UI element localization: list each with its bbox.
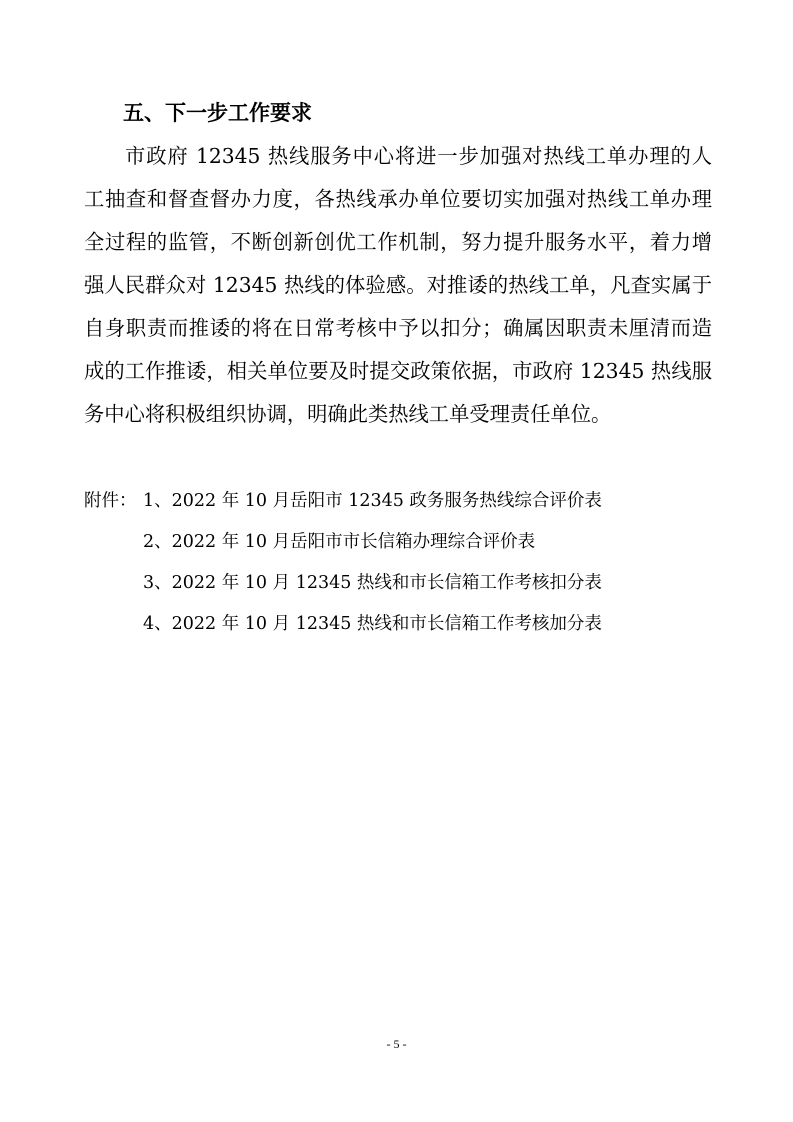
attachment-item: 3、2022 年 10 月 12345 热线和市长信箱工作考核扣分表 (143, 573, 602, 593)
paragraph-line: 成的工作推诿，相关单位要及时提交政策依据，市政府 12345 热线服 (84, 359, 712, 383)
page-number: - 5 - (386, 1037, 407, 1051)
attachment-item: 4、2022 年 10 月 12345 热线和市长信箱工作考核加分表 (143, 614, 602, 634)
paragraph-line: 全过程的监管，不断创新创优工作机制，努力提升服务水平，着力增 (84, 230, 712, 254)
section-heading: 五、下一步工作要求 (123, 101, 312, 125)
attachment-item: 2、2022 年 10 月岳阳市市长信箱办理综合评价表 (143, 532, 536, 552)
attachments-label: 附件： (84, 491, 137, 511)
paragraph-line: 强人民群众对 12345 热线的体验感。对推诿的热线工单，凡查实属于 (84, 273, 712, 297)
paragraph-line: 务中心将积极组织协调，明确此类热线工单受理责任单位。 (84, 402, 612, 426)
paragraph-line: 工抽查和督查督办力度，各热线承办单位要切实加强对热线工单办理 (84, 187, 712, 211)
paragraph-line: 自身职责而推诿的将在日常考核中予以扣分；确属因职责未厘清而造 (84, 316, 712, 340)
paragraph-line: 市政府 12345 热线服务中心将进一步加强对热线工单办理的人 (125, 144, 712, 168)
attachment-item: 1、2022 年 10 月岳阳市 12345 政务服务热线综合评价表 (143, 491, 602, 511)
